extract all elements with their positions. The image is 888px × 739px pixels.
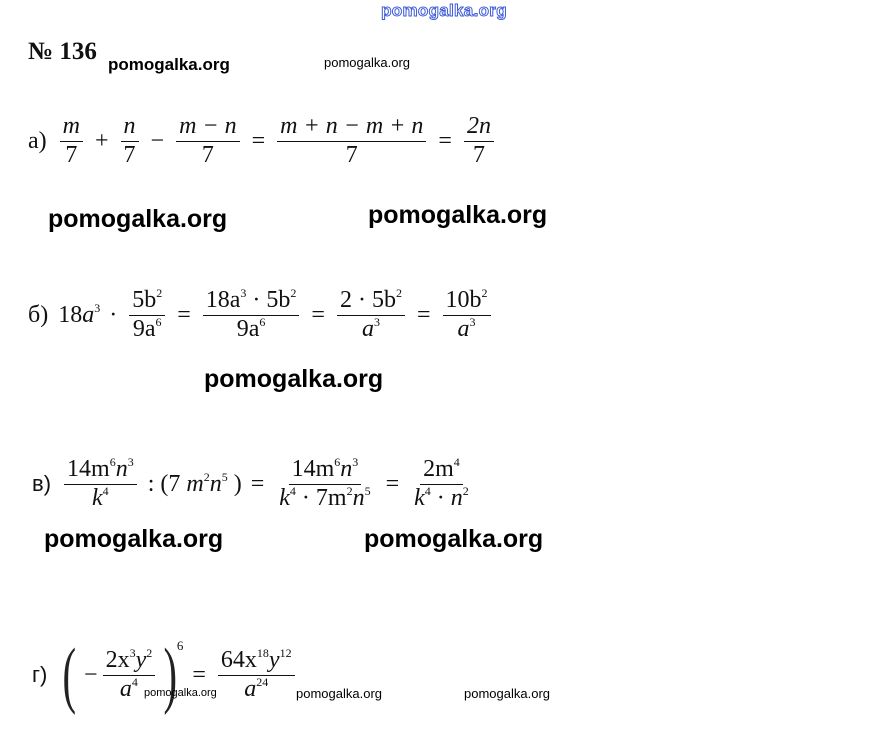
fraction: $\frac{2 \cdot 5b^2}{a^3}$ [337, 287, 405, 343]
fraction: $\frac{14m^6n^3}{k^4}$ [64, 456, 137, 512]
exercise-title: № 136 [28, 38, 97, 65]
watermark-title: pomogalka.org [108, 55, 230, 74]
watermark-c-right: pomogalka.org [364, 525, 544, 553]
fraction: $\frac{n}{7}$ [121, 113, 139, 169]
watermark-d-mid: pomogalka.org [296, 686, 382, 701]
equation-b: б) $18a^3$ · $\frac{5b^2}{9a^6}$ = $\frac{18a^3 \cdot 5b^2}{9a^6}$ = $\frac{2 \cdot 5b^2}{a^3}$ = $\frac{10b^2}{a^3}$ [28, 287, 494, 343]
fraction: $\frac{m}{7}$ [60, 113, 83, 169]
label-b: б) [28, 301, 49, 328]
label-d: г) [32, 662, 48, 687]
fraction: $\frac{64x^{18}y^{12}}{a^{24}}$ [218, 647, 295, 703]
fraction: $\frac{2n}{7}$ [464, 113, 494, 169]
fraction: $\frac{18a^3 \cdot 5b^2}{9a^6}$ [203, 287, 300, 343]
fraction: $\frac{2x^3y^2}{a^4}$ [103, 647, 156, 703]
equation-d: г) ( − $\frac{2x^3y^2}{a^4}$ ) 6 = $\frac{64x^{18}y^{12}}{a^{24}}$ [32, 638, 298, 712]
label-c: в) [32, 471, 52, 497]
fraction: $\frac{2m^4}{k^4 \cdot n^2}$ [414, 455, 469, 511]
fraction: $\frac{m + n - m + n}{7}$ [277, 113, 426, 169]
equation-a: а) $\frac{m}{7}$ + $\frac{n}{7}$ − $\frac{m - n}{7}$ = $\frac{m + n - m + n}{7}$ = $\frac{2n}{7}$ [28, 113, 497, 169]
fraction: $\frac{10b^2}{a^3}$ [443, 287, 491, 343]
watermark-title-right: pomogalka.org [324, 55, 410, 70]
watermark-d-right: pomogalka.org [464, 686, 550, 701]
fraction: $\frac{m - n}{7}$ [176, 113, 240, 169]
watermark-b: pomogalka.org [204, 365, 384, 393]
header-watermark: pomogalka.org [381, 1, 507, 20]
label-a: а) [28, 127, 47, 154]
equation-c: в) $\frac{14m^6n^3}{k^4}$ : (7 $m^2n^5$ ) = $\frac{14m^6n^3}{k^4 \cdot 7m^2n^5}$ = $\frac{2m^4}{k^4 \cdot n^2}$ [32, 456, 475, 512]
watermark-a-right: pomogalka.org [368, 201, 548, 229]
fraction: $\frac{14m^6n^3}{k^4 \cdot 7m^2n^5}$ [279, 455, 371, 511]
watermark-a-left: pomogalka.org [48, 205, 228, 233]
watermark-c-left: pomogalka.org [44, 525, 224, 553]
watermark-d-inside: pomogalka.org [144, 687, 217, 699]
fraction: $\frac{5b^2}{9a^6}$ [129, 287, 165, 343]
